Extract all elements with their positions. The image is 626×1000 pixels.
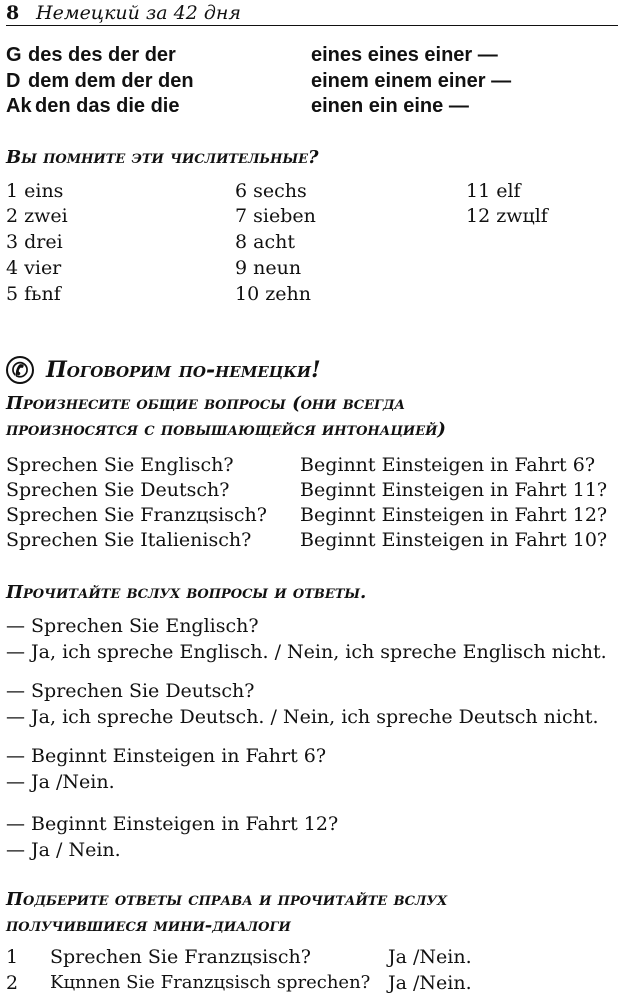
numeral-item: 6 sechs [235,180,307,202]
definite-articles: dem dem der den [28,70,194,92]
question-item: Beginnt Einsteigen in Fahrt 6? [300,454,596,476]
match-heading-line1: Подберите ответы справа и прочитайте вслух [6,889,448,910]
dialog-line: — Ja, ich spreche Englisch. / Nein, ich spreche Englisch nicht. [6,641,607,663]
indefinite-articles: einen ein eine — [311,95,469,117]
question-item: Sprechen Sie Italienisch? [6,529,252,551]
numeral-item: 2 zwei [6,205,68,227]
numeral-item: 5 fьnf [6,283,61,305]
match-heading-line2: получившиеся мини-диалоги [6,915,291,936]
dialog-line: — Beginnt Einsteigen in Fahrt 12? [6,813,339,835]
dialog-line: — Beginnt Einsteigen in Fahrt 6? [6,745,327,767]
book-title: Немецкий за 42 дня [36,2,242,24]
numeral-item: 11 elf [466,180,521,202]
page-number: 8 [6,2,20,24]
numerals-heading: Вы помните эти числительные? [6,147,319,168]
numeral-item: 7 sieben [235,205,316,227]
dialog-line: — Sprechen Sie Deutsch? [6,680,255,702]
phone-icon: ✆ [6,356,34,384]
dialog-line: — Sprechen Sie Englisch? [6,615,259,637]
indefinite-articles: einem einem einer — [311,70,512,92]
case-label: Ak [6,95,32,117]
speak-heading: Поговорим по-немецки! [46,357,321,383]
case-label: D [6,70,21,92]
case-label: G [6,44,22,66]
numeral-item: 4 vier [6,257,62,279]
question-item: Sprechen Sie Englisch? [6,454,234,476]
header-rule [6,25,618,26]
read-aloud-heading: Прочитайте вслух вопросы и ответы. [6,582,367,603]
question-item: Sprechen Sie Deutsch? [6,479,230,501]
definite-articles: des des der der [28,44,176,66]
question-item: Beginnt Einsteigen in Fahrt 10? [300,529,608,551]
numeral-item: 8 acht [235,231,295,253]
match-question: Kцnnen Sie Franzцsisch sprechen? [50,972,371,993]
match-number: 2 [6,972,19,994]
questions-heading-line1: Произнесите общие вопросы (они всегда [6,393,406,414]
numeral-item: 12 zwцlf [466,205,548,227]
numeral-item: 9 neun [235,257,302,279]
dialog-line: — Ja / Nein. [6,839,121,861]
match-number: 1 [6,946,19,968]
question-item: Sprechen Sie Franzцsisch? [6,504,267,526]
question-item: Beginnt Einsteigen in Fahrt 12? [300,504,608,526]
dialog-line: — Ja, ich spreche Deutsch. / Nein, ich spreche Deutsch nicht. [6,706,599,728]
numeral-item: 3 drei [6,231,63,253]
match-question: Sprechen Sie Franzцsisch? [50,946,311,968]
definite-articles: den das die die [35,95,180,117]
numeral-item: 1 eins [6,180,64,202]
questions-heading-line2: произносятся с повышающейся интонацией) [6,419,446,440]
question-item: Beginnt Einsteigen in Fahrt 11? [300,479,608,501]
indefinite-articles: eines eines einer — [311,44,498,66]
numeral-item: 10 zehn [235,283,311,305]
match-answer: Ja /Nein. [388,946,472,968]
dialog-line: — Ja /Nein. [6,771,115,793]
match-answer: Ja /Nein. [388,972,472,994]
